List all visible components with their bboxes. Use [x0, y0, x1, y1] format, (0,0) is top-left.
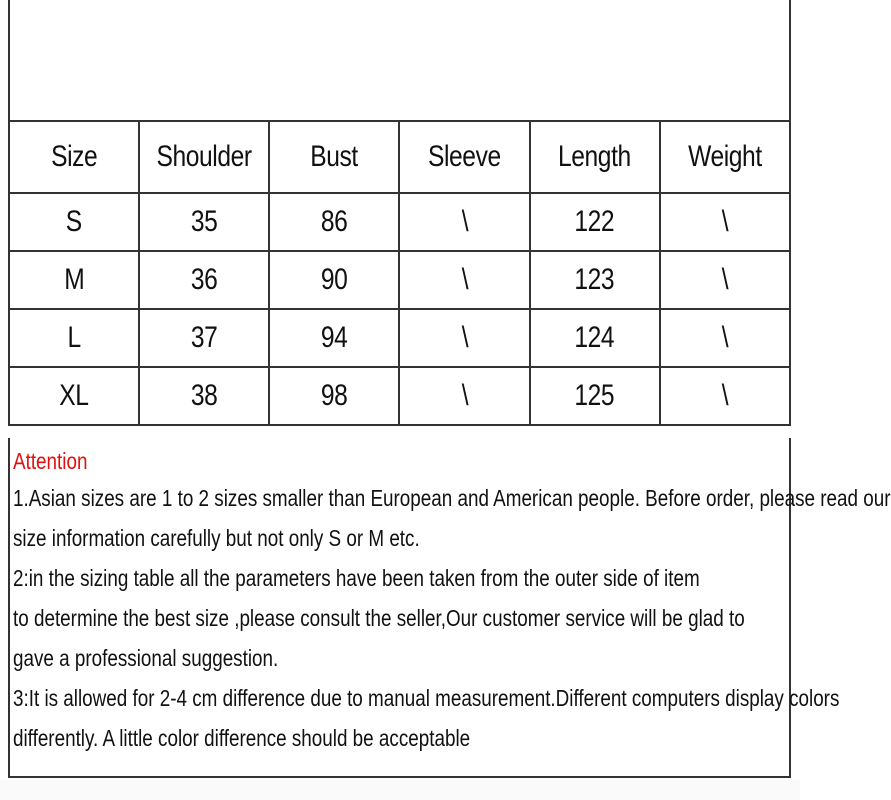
cell-weight: \ [660, 309, 790, 367]
table-row [9, 193, 790, 251]
table-row [9, 309, 790, 367]
header-bust: Bust [269, 121, 399, 193]
note-line: size information carefully but not only S or M etc. [13, 525, 420, 551]
size-chart-table [8, 120, 791, 426]
attention-heading: Attention [13, 448, 88, 474]
cell-size: L [9, 309, 139, 367]
cell-weight: \ [660, 193, 790, 251]
cell-sleeve: \ [399, 193, 529, 251]
attention-notes [8, 438, 891, 778]
cell-length: 124 [530, 309, 660, 367]
header-size: Size [9, 121, 139, 193]
cell-bust: 90 [269, 251, 399, 309]
cell-shoulder: 38 [139, 367, 269, 425]
cell-length: 122 [530, 193, 660, 251]
cell-bust: 94 [269, 309, 399, 367]
cell-bust: 86 [269, 193, 399, 251]
note-line: 3:It is allowed for 2-4 cm difference due to manual measurement.Different computers display colors [13, 685, 840, 711]
note-line: 1.Asian sizes are 1 to 2 sizes smaller than European and American people. Before order, please read our [13, 485, 891, 511]
cell-shoulder: 37 [139, 309, 269, 367]
cell-sleeve: \ [399, 251, 529, 309]
cell-sleeve: \ [399, 309, 529, 367]
cell-length: 123 [530, 251, 660, 309]
cell-length: 125 [530, 367, 660, 425]
header-sleeve: Sleeve [399, 121, 529, 193]
cell-bust: 98 [269, 367, 399, 425]
cell-sleeve: \ [399, 367, 529, 425]
note-line: gave a professional suggestion. [13, 645, 279, 671]
table-row [9, 367, 790, 425]
header-length: Length [530, 121, 660, 193]
cell-size: M [9, 251, 139, 309]
note-line: 2:in the sizing table all the parameters have been taken from the outer side of item [13, 565, 700, 591]
cell-weight: \ [660, 251, 790, 309]
cell-size: S [9, 193, 139, 251]
table-row [9, 251, 790, 309]
header-weight: Weight [660, 121, 790, 193]
note-line: to determine the best size ,please consult the seller,Our customer service will be glad to [13, 605, 745, 631]
cell-shoulder: 35 [139, 193, 269, 251]
bottom-margin [0, 780, 800, 800]
cell-size: XL [9, 367, 139, 425]
note-line: differently. A little color difference should be acceptable [13, 725, 471, 751]
cell-shoulder: 36 [139, 251, 269, 309]
table-header-row [9, 121, 790, 193]
top-empty-area [8, 0, 791, 120]
cell-weight: \ [660, 367, 790, 425]
header-shoulder: Shoulder [139, 121, 269, 193]
